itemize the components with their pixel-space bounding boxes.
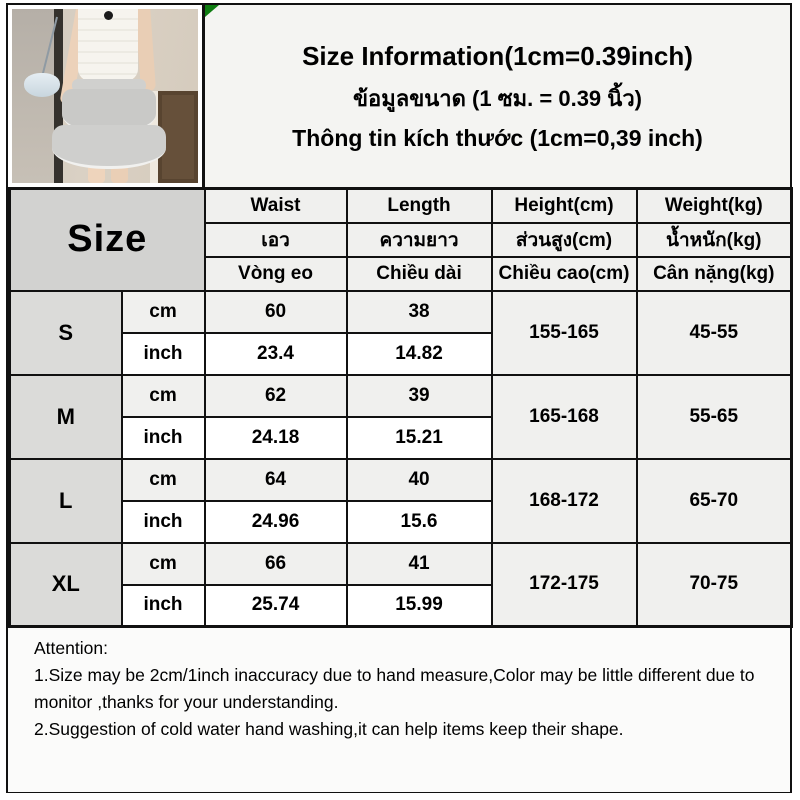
header-length-en: Length — [347, 189, 492, 223]
header-length-vi: Chiều dài — [347, 257, 492, 291]
unit-cm: cm — [122, 459, 205, 501]
product-photo — [8, 5, 205, 187]
m-waist-inch: 24.18 — [205, 417, 347, 459]
size-label-xl: XL — [10, 543, 122, 627]
header-weight-th: น้ำหนัก(kg) — [637, 223, 792, 257]
m-height: 165-168 — [492, 375, 637, 459]
l-length-cm: 40 — [347, 459, 492, 501]
attention-section — [8, 628, 790, 792]
header-section — [8, 5, 790, 187]
m-weight: 55-65 — [637, 375, 792, 459]
l-length-inch: 15.6 — [347, 501, 492, 543]
title-thai: ข้อมูลขนาด (1 ซม. = 0.39 นิ้ว) — [352, 86, 642, 111]
l-waist-cm: 64 — [205, 459, 347, 501]
header-weight-vi: Cân nặng(kg) — [637, 257, 792, 291]
size-table — [8, 187, 793, 628]
m-length-inch: 15.21 — [347, 417, 492, 459]
size-label-m: M — [10, 375, 122, 459]
pendant-accent — [104, 11, 113, 20]
s-waist-inch: 23.4 — [205, 333, 347, 375]
unit-inch: inch — [122, 417, 205, 459]
attention-heading: Attention: — [34, 638, 108, 658]
green-corner-accent — [205, 5, 219, 17]
header-length-th: ความยาว — [347, 223, 492, 257]
header-waist-th: เอว — [205, 223, 347, 257]
xl-length-inch: 15.99 — [347, 585, 492, 627]
header-weight-en: Weight(kg) — [637, 189, 792, 223]
l-height: 168-172 — [492, 459, 637, 543]
size-label-l: L — [10, 459, 122, 543]
m-length-cm: 39 — [347, 375, 492, 417]
unit-cm: cm — [122, 291, 205, 333]
header-height-vi: Chiều cao(cm) — [492, 257, 637, 291]
unit-cm: cm — [122, 375, 205, 417]
title-english: Size Information(1cm=0.39inch) — [302, 41, 693, 71]
m-waist-cm: 62 — [205, 375, 347, 417]
s-length-cm: 38 — [347, 291, 492, 333]
l-waist-inch: 24.96 — [205, 501, 347, 543]
title-vietnamese: Thông tin kích thước (1cm=0,39 inch) — [292, 125, 703, 151]
unit-inch: inch — [122, 501, 205, 543]
unit-inch: inch — [122, 585, 205, 627]
s-weight: 45-55 — [637, 291, 792, 375]
size-label-s: S — [10, 291, 122, 375]
xl-height: 172-175 — [492, 543, 637, 627]
xl-waist-inch: 25.74 — [205, 585, 347, 627]
handbag — [24, 73, 60, 97]
model-illustration — [12, 9, 198, 183]
attention-note-2: 2.Suggestion of cold water hand washing,it can help items keep their shape. — [34, 719, 624, 740]
attention-note-1: 1.Size may be 2cm/1inch inaccuracy due to hand measure,Color may be little different due to monitor ,thanks for your understanding. — [34, 665, 755, 713]
title-block — [205, 5, 790, 187]
header-waist-vi: Vòng eo — [205, 257, 347, 291]
header-height-th: ส่วนสูง(cm) — [492, 223, 637, 257]
xl-weight: 70-75 — [637, 543, 792, 627]
xl-length-cm: 41 — [347, 543, 492, 585]
unit-inch: inch — [122, 333, 205, 375]
s-waist-cm: 60 — [205, 291, 347, 333]
skirt-tier-2 — [52, 125, 166, 169]
header-waist-en: Waist — [205, 189, 347, 223]
unit-cm: cm — [122, 543, 205, 585]
l-weight: 65-70 — [637, 459, 792, 543]
header-height-en: Height(cm) — [492, 189, 637, 223]
s-length-inch: 14.82 — [347, 333, 492, 375]
size-chart-panel — [6, 3, 792, 793]
s-height: 155-165 — [492, 291, 637, 375]
xl-waist-cm: 66 — [205, 543, 347, 585]
size-corner-header: Size — [10, 189, 205, 291]
